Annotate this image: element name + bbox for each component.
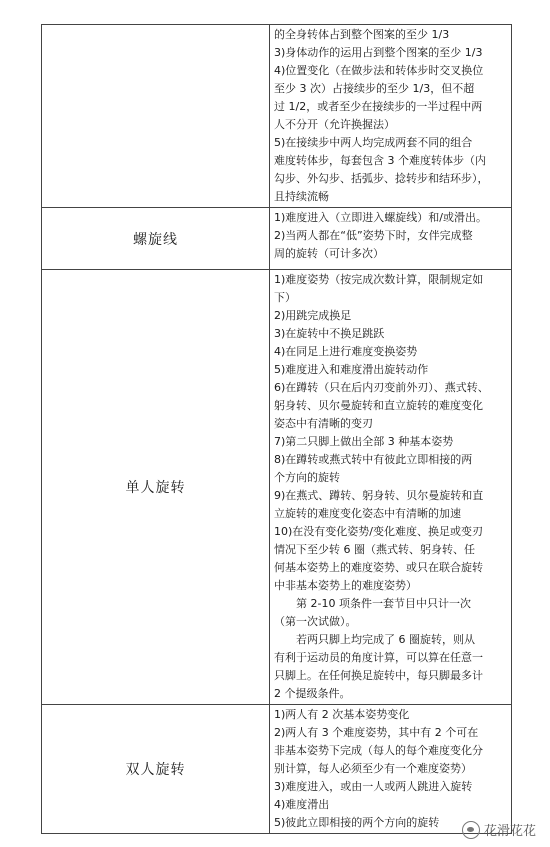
content-line: 别计算，每人必须至少有一个难度姿势） xyxy=(274,762,472,775)
rules-table-body xyxy=(42,25,512,834)
content-line: 有利于运动员的角度计算，可以算在任意一 xyxy=(274,651,483,664)
content-line: 且持续流畅 xyxy=(274,190,329,203)
content-line: 4)难度滑出 xyxy=(274,798,330,811)
table-row xyxy=(42,25,512,208)
content-line: 10)在没有变化姿势/变化难度、换足或变刃 xyxy=(274,525,483,538)
content-line: 6)在蹲转（只在后内刃变前外刃）、燕式转、 xyxy=(274,381,489,394)
content-line: 1)两人有 2 次基本姿势变化 xyxy=(274,708,410,721)
content-line: 非基本姿势下完成（每人的每个难度变化分 xyxy=(274,744,483,757)
row-content xyxy=(270,705,512,834)
content-line: 若两只脚上均完成了 6 圈旋转，则从 xyxy=(296,633,475,646)
content-line: 姿态中有清晰的变刃 xyxy=(274,417,373,430)
watermark xyxy=(462,820,536,839)
table-row xyxy=(42,270,512,705)
content-line: 人不分开（允许换握法） xyxy=(274,118,395,131)
content-line: 5)彼此立即相接的两个方向的旋转 xyxy=(274,816,440,829)
table-row xyxy=(42,705,512,834)
content-line: 4)在同足上进行难度变换姿势 xyxy=(274,345,418,358)
content-line: 8)在蹲转或燕式转中有彼此立即相接的两 xyxy=(274,453,473,466)
content-line: 情况下至少转 6 圈（燕式转、躬身转、任 xyxy=(274,543,475,556)
content-line: 3)难度进入，或由一人或两人跳进入旋转 xyxy=(274,780,473,793)
content-line: 3)在旋转中不换足跳跃 xyxy=(274,327,385,340)
content-line: 2)两人有 3 个难度姿势，其中有 2 个可在 xyxy=(274,726,479,739)
content-line: 立旋转的难度变化姿态中有清晰的加速 xyxy=(274,507,461,520)
content-line: 5)在接续步中两人均完成两套不同的组合 xyxy=(274,136,473,149)
content-line: 难度转体步，每套包含 3 个难度转体步（内 xyxy=(274,154,486,167)
content-line: 1)难度进入（立即进入螺旋线）和/或滑出。 xyxy=(274,211,487,224)
rules-table xyxy=(41,24,512,834)
content-line: 2 个提级条件。 xyxy=(274,687,351,700)
content-line: 第 2-10 项条件一套节目中只计一次 xyxy=(296,597,471,610)
content-line: 4)位置变化（在做步法和转体步时交叉换位 xyxy=(274,64,484,77)
content-line: 周的旋转（可计多次） xyxy=(274,247,384,260)
content-line: 5)难度进入和难度滑出旋转动作 xyxy=(274,363,429,376)
content-line: 下） xyxy=(274,291,296,304)
content-line: 何基本姿势上的难度姿势、或只在联合旋转 xyxy=(274,561,483,574)
content-line: 2)用跳完成换足 xyxy=(274,309,352,322)
row-label: 螺旋线 xyxy=(42,208,270,270)
content-line: 的全身转体占到整个图案的至少 1/3 xyxy=(274,28,450,41)
row-label: 单人旋转 xyxy=(42,270,270,705)
table-row xyxy=(42,208,512,270)
content-line: 至少 3 次）占接续步的至少 1/3，但不超 xyxy=(274,82,475,95)
content-line: 2)当两人都在“低”姿势下时，女伴完成整 xyxy=(274,229,473,242)
content-line: 躬身转、贝尔曼旋转和直立旋转的难度变化 xyxy=(274,399,483,412)
content-line: 3)身体动作的运用占到整个图案的至少 1/3 xyxy=(274,46,483,59)
row-label xyxy=(42,25,270,208)
content-line: 7)第二只脚上做出全部 3 种基本姿势 xyxy=(274,435,454,448)
content-line: 中非基本姿势上的难度姿势） xyxy=(274,579,417,592)
content-line: 勾步、外勾步、括弧步、捻转步和结环步）， xyxy=(274,172,489,185)
row-content xyxy=(270,270,512,705)
wechat-icon xyxy=(462,821,480,839)
content-line: 9)在燕式、蹲转、躬身转、贝尔曼旋转和直 xyxy=(274,489,484,502)
content-line: （第一次试做）。 xyxy=(274,615,357,628)
content-line: 个方向的旋转 xyxy=(274,471,340,484)
row-label: 双人旋转 xyxy=(42,705,270,834)
row-content xyxy=(270,25,512,208)
content-line: 只脚上。在任何换足旋转中，每只脚最多计 xyxy=(274,669,483,682)
watermark-text: 花滑花花 xyxy=(483,824,536,839)
content-line: 过 1/2，或者至少在接续步的一半过程中两 xyxy=(274,100,483,113)
content-line: 1)难度姿势（按完成次数计算，限制规定如 xyxy=(274,273,484,286)
row-content xyxy=(270,208,512,270)
